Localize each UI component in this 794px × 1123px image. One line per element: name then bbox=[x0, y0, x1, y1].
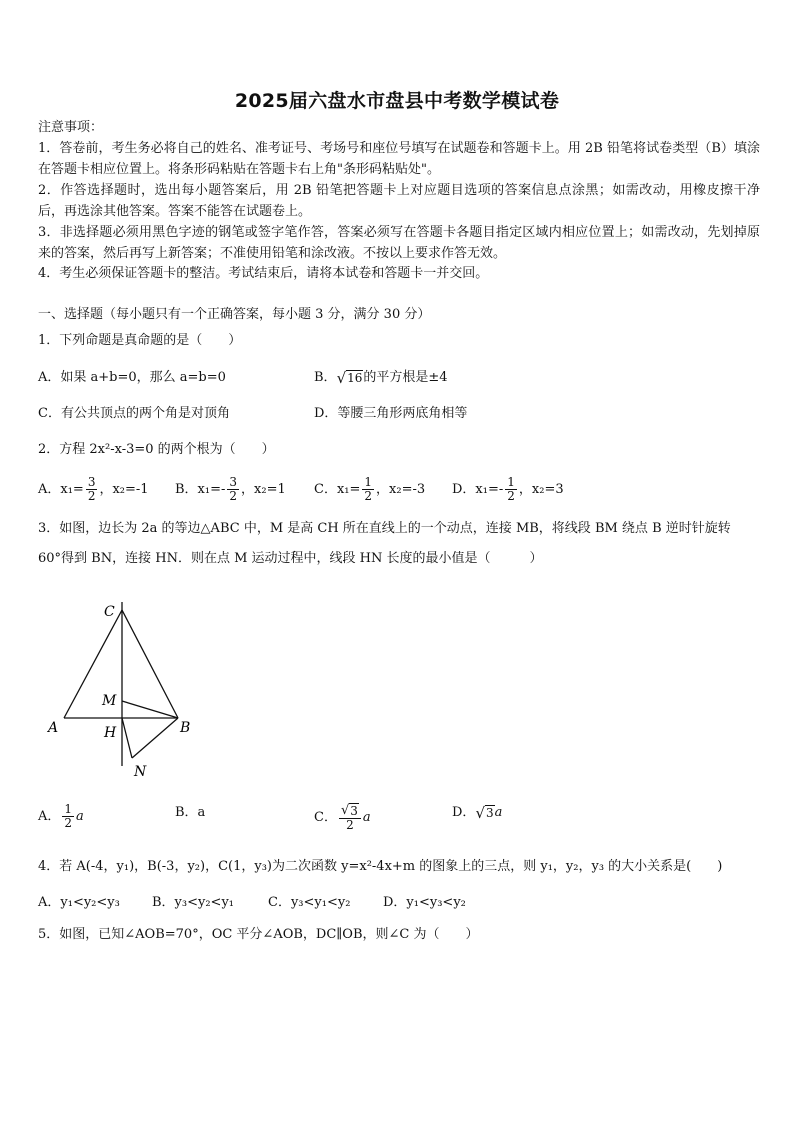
sqrt-symbol: √ 16 bbox=[336, 369, 363, 387]
q3-stem-line1: 3．如图，边长为 2a 的等边△ABC 中，M 是高 CH 所在直线上的一个动点，连接 MB，将线段 BM 绕点 B 逆时针旋转 bbox=[38, 521, 731, 536]
segment-hn bbox=[122, 718, 132, 758]
triangle-figure bbox=[40, 598, 210, 783]
notice-item-1: 1．答卷前，考生务必将自己的姓名、准考证号、考场号和座位号填写在试题卷和答题卡上。用 2B 铅笔将试卷类型（B）填涂在答题卡相应位置上。将条形码粘贴在答题卡右上角"条形码粘贴处"。 bbox=[38, 141, 760, 177]
segment-mb bbox=[122, 701, 178, 718]
label-a: A bbox=[48, 720, 59, 736]
label-n: N bbox=[134, 764, 147, 780]
q3-option-a: A． $\frac{1}{2}$ a bbox=[38, 802, 84, 830]
q4-option-c: C．y₃<y₁<y₂ bbox=[268, 895, 351, 910]
page-title: 2025届六盘水市盘县中考数学模试卷 bbox=[234, 90, 560, 112]
q1-option-b: B． √ 16 的平方根是±4 bbox=[314, 369, 448, 387]
q1-option-d: D．等腰三角形两底角相等 bbox=[314, 406, 468, 421]
q2-option-d: D．x₁=- $\frac{1}{2}$ ，x₂=3 bbox=[452, 475, 564, 503]
q3-stem-line2: 60°得到 BN，连接 HN．则在点 M 运动过程中，线段 HN 长度的最小值是（ ） bbox=[38, 551, 543, 566]
notice-item-3: 3．非选择题必须用黑色字迹的钢笔或签字笔作答，答案必须写在答题卡各题目指定区域内相应位置上；如需改动，先划掉原来的答案，然后再写上新答案；不准使用铅笔和涂改液。不按以上要求作答无效。 bbox=[38, 225, 760, 261]
side-cb bbox=[122, 610, 178, 718]
q3-option-d: D． √ 3 a bbox=[452, 804, 503, 822]
q3-option-b: B．a bbox=[175, 805, 206, 820]
q2-option-a: A．x₁= $\frac{3}{2}$ ，x₂=-1 bbox=[38, 475, 149, 503]
q4-option-b: B．y₃<y₂<y₁ bbox=[152, 895, 235, 910]
q1-option-a: A．如果 a+b=0，那么 a=b=0 bbox=[38, 370, 226, 385]
notice-item-2: 2．作答选择题时，选出每小题答案后，用 2B 铅笔把答题卡上对应题目选项的答案信息点涂黑；如需改动，用橡皮擦干净后，再选涂其他答案。答案不能答在试题卷上。 bbox=[38, 183, 760, 219]
q5-stem: 5．如图，已知∠AOB=70°，OC 平分∠AOB，DC∥OB，则∠C 为（ ） bbox=[38, 927, 479, 942]
q4-option-d: D．y₁<y₃<y₂ bbox=[383, 895, 466, 910]
q1-option-c: C．有公共顶点的两个角是对顶角 bbox=[38, 406, 230, 421]
label-m: M bbox=[102, 693, 117, 709]
q2-option-b: B．x₁=- $\frac{3}{2}$ ，x₂=1 bbox=[175, 475, 286, 503]
label-h: H bbox=[104, 725, 117, 741]
q4-stem: 4．若 A(-4，y₁)，B(-3，y₂)，C(1，y₃)为二次函数 y=x²-4x+m 的图象上的三点，则 y₁，y₂，y₃ 的大小关系是( ) bbox=[38, 859, 723, 874]
q2-stem: 2．方程 2x²-x-3=0 的两个根为（ ） bbox=[38, 442, 275, 457]
notice-heading: 注意事项： bbox=[38, 120, 104, 135]
q2-option-c: C．x₁= $\frac{1}{2}$ ，x₂=-3 bbox=[314, 475, 426, 503]
q1-stem: 1．下列命题是真命题的是（ ） bbox=[38, 333, 242, 348]
label-b: B bbox=[180, 720, 191, 736]
notice-item-4: 4．考生必须保证答题卡的整洁。考试结束后，请将本试卷和答题卡一并交回。 bbox=[38, 266, 489, 281]
section-heading: 一、选择题（每小题只有一个正确答案，每小题 3 分，满分 30 分） bbox=[38, 307, 431, 322]
segment-bn bbox=[132, 718, 178, 758]
q3-option-c: C． √ 3 2 a bbox=[314, 803, 371, 832]
label-c: C bbox=[104, 604, 115, 620]
q4-option-a: A．y₁<y₂<y₃ bbox=[38, 895, 120, 910]
